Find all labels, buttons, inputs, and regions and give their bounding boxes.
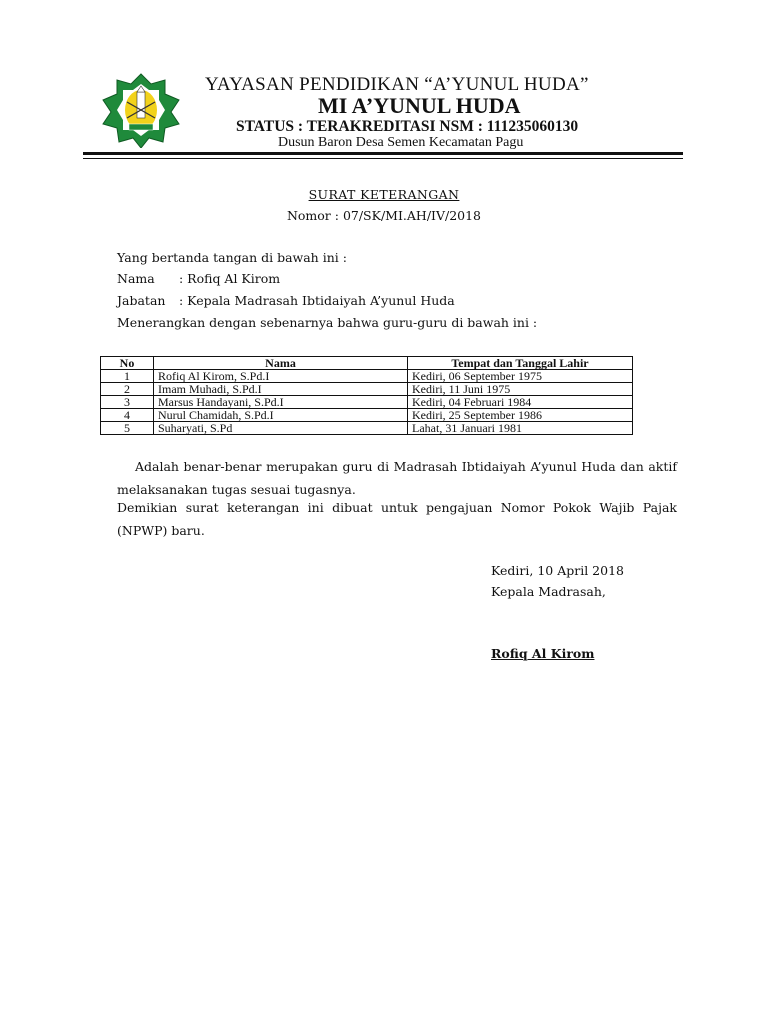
position-label: Jabatan	[117, 293, 166, 308]
name-value: : Rofiq Al Kirom	[179, 271, 281, 286]
table-row	[101, 370, 633, 383]
accreditation-status: STATUS : TERAKREDITASI NSM : 111235060130	[236, 118, 579, 135]
cell-no: 5	[101, 422, 154, 435]
header-ttl: Tempat dan Tanggal Lahir	[408, 357, 633, 370]
signature-role: Kepala Madrasah,	[491, 584, 606, 599]
foundation-name: YAYASAN PENDIDIKAN “A’YUNUL HUDA”	[205, 74, 589, 95]
cell-birth: Lahat, 31 Januari 1981	[408, 422, 633, 435]
cell-no: 2	[101, 383, 154, 396]
signer-name-row	[117, 271, 280, 286]
cell-name: Rofiq Al Kirom, S.Pd.I	[154, 370, 408, 383]
name-label: Nama	[117, 271, 155, 286]
cell-no: 4	[101, 409, 154, 422]
document-title: SURAT KETERANGAN	[308, 187, 460, 202]
body-paragraph-2: Demikian surat keterangan ini dibuat untuk pengajuan Nomor Pokok Wajib Pajak (NPWP) baru.	[117, 500, 677, 538]
cell-birth: Kediri, 11 Juni 1975	[408, 383, 633, 396]
cell-birth: Kediri, 06 September 1975	[408, 370, 633, 383]
school-name: MI A’YUNUL HUDA	[318, 93, 521, 118]
cell-birth: Kediri, 04 Februari 1984	[408, 396, 633, 409]
letterhead-divider-thick	[83, 152, 683, 155]
intro-opening: Yang bertanda tangan di bawah ini :	[117, 250, 347, 265]
cell-no: 1	[101, 370, 154, 383]
cell-name: Marsus Handayani, S.Pd.I	[154, 396, 408, 409]
table-row	[101, 409, 633, 422]
letterhead-divider-thin	[83, 158, 683, 159]
header-nama: Nama	[154, 357, 408, 370]
cell-birth: Kediri, 25 September 1986	[408, 409, 633, 422]
cell-name: Suharyati, S.Pd	[154, 422, 408, 435]
school-address: Dusun Baron Desa Semen Kecamatan Pagu	[278, 135, 524, 150]
kemenag-emblem-icon	[93, 72, 189, 148]
table-row	[101, 422, 633, 435]
cell-name: Imam Muhadi, S.Pd.I	[154, 383, 408, 396]
teachers-table	[100, 356, 633, 435]
intro-statement: Menerangkan dengan sebenarnya bahwa guru-guru di bawah ini :	[117, 315, 538, 330]
document-number: Nomor : 07/SK/MI.AH/IV/2018	[286, 208, 482, 223]
position-value: : Kepala Madrasah Ibtidaiyah A’yunul Huda	[179, 293, 455, 308]
signature-place-date: Kediri, 10 April 2018	[491, 563, 624, 578]
header-no: No	[101, 357, 154, 370]
cell-no: 3	[101, 396, 154, 409]
body-paragraph-1: Adalah benar-benar merupakan guru di Madrasah Ibtidaiyah A’yunul Huda dan aktif melaksanakan tugas sesuai tugasnya.	[117, 459, 677, 497]
table-row	[101, 383, 633, 396]
table-row	[101, 396, 633, 409]
cell-name: Nurul Chamidah, S.Pd.I	[154, 409, 408, 422]
signer-position-row	[117, 293, 455, 308]
signature-name: Rofiq Al Kirom	[491, 646, 595, 661]
table-header-row	[101, 357, 633, 370]
